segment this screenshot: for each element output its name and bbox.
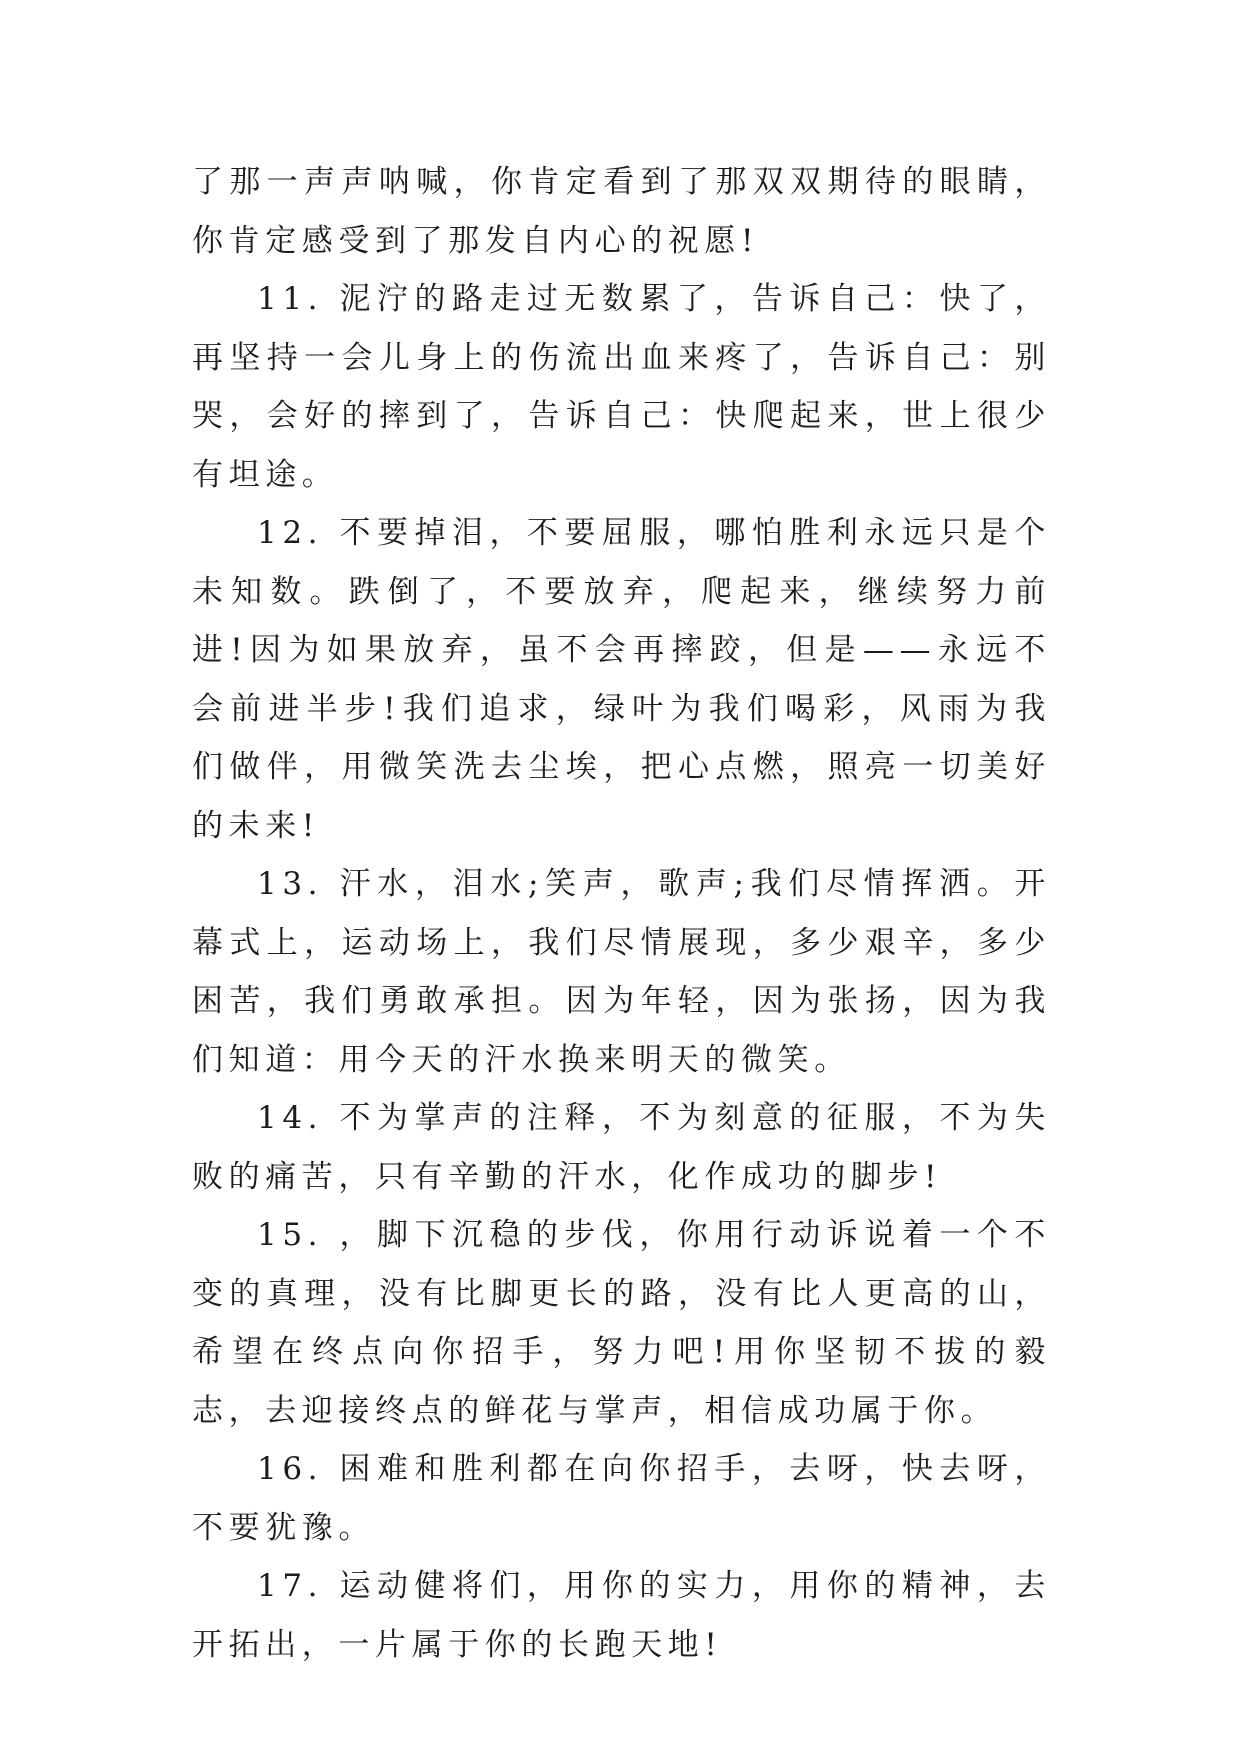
paragraph-continuation: 了那一声声呐喊，你肯定看到了那双双期待的眼睛，你肯定感受到了那发自内心的祝愿! <box>192 164 1051 259</box>
paragraph-17: 17. 运动健将们，用你的实力，用你的精神，去开拓出，一片属于你的长跑天地! <box>192 1568 1051 1663</box>
paragraph-16: 16. 困难和胜利都在向你招手，去呀，快去呀，不要犹豫。 <box>192 1451 1051 1546</box>
paragraph-14: 14. 不为掌声的注释，不为刻意的征服，不为失败的痛苦，只有辛勤的汗水，化作成功的脚步! <box>192 1100 1051 1195</box>
paragraph-12: 12. 不要掉泪，不要屈服，哪怕胜利永远只是个未知数。跌倒了，不要放弃，爬起来，继续努力前进!因为如果放弃，虽不会再摔跤，但是——永远不会前进半步!我们追求，绿叶为我们喝彩，风雨为我们做伴，用微笑洗去尘埃，把心点燃，照亮一切美好的未来! <box>192 515 1051 844</box>
paragraph-13: 13. 汗水，泪水;笑声，歌声;我们尽情挥洒。开幕式上，运动场上，我们尽情展现，多少艰辛，多少困苦，我们勇敢承担。因为年轻，因为张扬，因为我们知道：用今天的汗水换来明天的微笑。 <box>192 866 1051 1078</box>
paragraph-11: 11. 泥泞的路走过无数累了，告诉自己：快了，再坚持一会儿身上的伤流出血来疼了，告诉自己：别哭，会好的摔到了，告诉自己：快爬起来，世上很少有坦途。 <box>192 281 1051 493</box>
paragraph-15: 15. ，脚下沉稳的步伐，你用行动诉说着一个不变的真理，没有比脚更长的路，没有比人更高的山，希望在终点向你招手，努力吧!用你坚韧不拔的毅志，去迎接终点的鲜花与掌声，相信成功属于你。 <box>192 1217 1051 1429</box>
